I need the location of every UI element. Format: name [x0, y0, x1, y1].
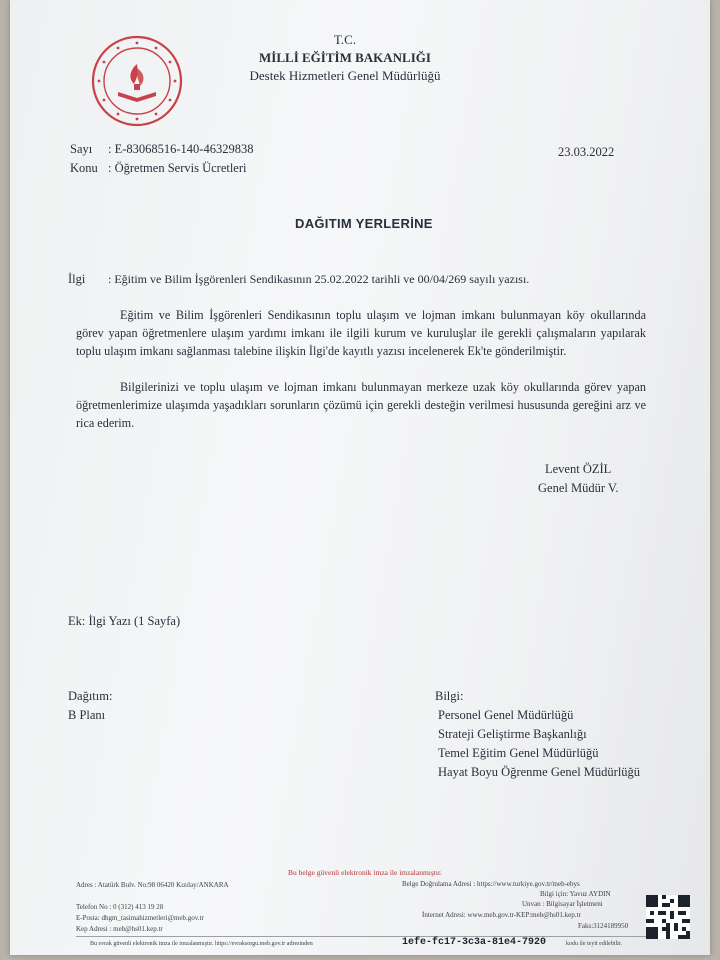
konu-value: : Öğretmen Servis Ücretleri: [108, 161, 247, 175]
footer-verify-address: Belge Doğrulama Adresi : https://www.turkiye.gov.tr/meb-ebys: [402, 880, 580, 888]
footer-unvan: Unvan : Bilgisayar İşletmeni: [522, 900, 603, 908]
konu-label: Konu: [70, 161, 98, 175]
body-paragraph-1: Eğitim ve Bilim İşgörenleri Sendikasının toplu ulaşım ve lojman imkanı bulunmayan köy okullarında görev yapan öğretmenlere ulaşım yardımı imkanı ile ilgili kurum ve kuruluşlar ile gerekli çalışmaların yapılarak toplu ulaşım imkanı sağlanması talebine ilişkin İlgi'de kayıtlı yazısı incelenerek Ek'te gönderilmiştir.: [76, 308, 646, 359]
ilgi-text: : Eğitim ve Bilim İşgörenleri Sendikasının 25.02.2022 tarihli ve 00/04/269 sayılı yazısı.: [108, 272, 530, 286]
info-item: Personel Genel Müdürlüğü: [438, 708, 574, 722]
footer-kep: Kep Adresi : meb@hs01.kep.tr: [76, 925, 163, 933]
document-date: 23.03.2022: [558, 145, 615, 159]
info-item: Temel Eğitim Genel Müdürlüğü: [438, 746, 599, 760]
document-title: DAĞITIM YERLERİNE: [295, 216, 433, 231]
footer-phone: Telefon No : 0 (312) 413 19 28: [76, 903, 164, 911]
header-ministry: MİLLİ EĞİTİM BAKANLIĞI: [259, 50, 431, 65]
signatory-name: Levent ÖZİL: [545, 462, 612, 476]
footer-info-contact: Bilgi için: Yavuz AYDIN: [540, 890, 611, 898]
info-label: Bilgi:: [435, 689, 464, 703]
footer-divider: [76, 936, 686, 937]
e-signature-notice: Bu belge güvenli elektronik imza ile imzalanmıştır.: [288, 868, 442, 877]
distribution-item: B Planı: [68, 708, 106, 722]
attachment-note: Ek: İlgi Yazı (1 Sayfa): [68, 614, 181, 628]
document-page: [10, 0, 710, 955]
info-item: Hayat Boyu Öğrenme Genel Müdürlüğü: [438, 765, 641, 779]
body-paragraph-2: Bilgilerinizi ve toplu ulaşım ve lojman imkanı bulunmayan merkeze uzak köy okullarında görev yapan öğretmenlerimize ulaşımda yaşadıkları sorunların çözümü için gerekli desteğin verilmesi hususunda gereğini arz ve rica ederim.: [76, 380, 646, 431]
footer-internet: İnternet Adresi: www.meb.gov.tr-KEP:meb@hs01.kep.tr: [422, 911, 581, 919]
ilgi-label: İlgi: [68, 272, 86, 286]
sayi-label: Sayı: [70, 142, 93, 156]
signatory-title: Genel Müdür V.: [538, 481, 619, 495]
footer-address: Adres : Atatürk Bulv. No:98 06420 Kızılay/ANKARA: [76, 881, 229, 889]
footer-bottom-suffix: kodu ile teyit edilebilir.: [566, 941, 622, 947]
document-verification-code: 1efe-fc17-3c3a-81e4-7920: [402, 937, 547, 948]
info-item: Strateji Geliştirme Başkanlığı: [438, 727, 587, 741]
qr-code-icon: [646, 895, 690, 939]
distribution-label: Dağıtım:: [68, 689, 113, 703]
footer-email: E-Posta: dhgm_tasimahizmetleri@meb.gov.tr: [76, 914, 204, 922]
ministry-seal-logo: [90, 34, 184, 128]
sayi-value: : E-83068516-140-46329838: [108, 142, 254, 156]
footer-bottom-prefix: Bu evrak güvenli elektronik imza ile imzalanmıştır. https://evraksorgu.meb.gov.tr adresinden: [90, 941, 313, 947]
footer-fax: Faks:3124189950: [578, 922, 629, 930]
header-country: T.C.: [333, 32, 357, 47]
header-department: Destek Hizmetleri Genel Müdürlüğü: [249, 68, 441, 83]
